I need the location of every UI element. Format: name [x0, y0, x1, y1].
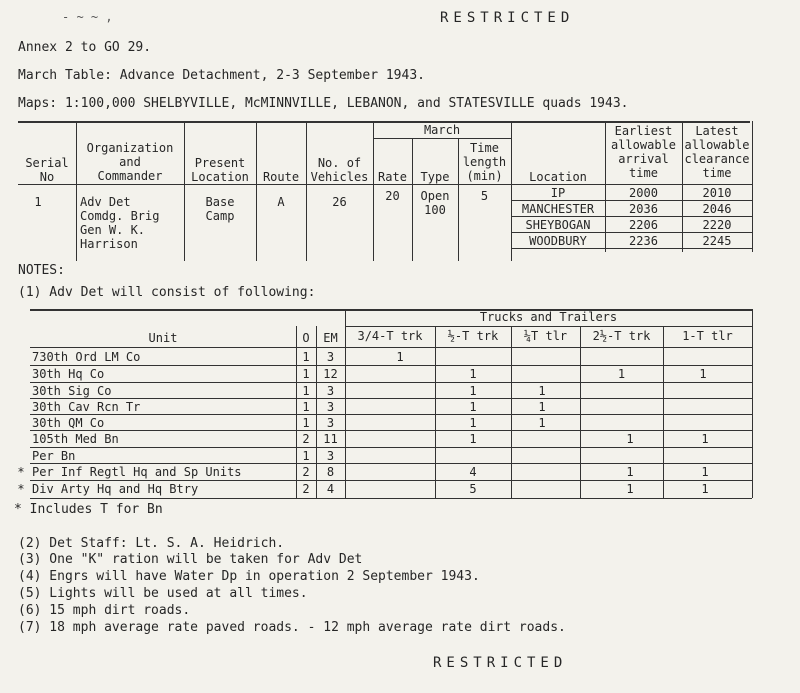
- unit-em: 3: [326, 449, 335, 463]
- unit-c2: 1: [469, 432, 477, 446]
- hdr-present-2: Location: [191, 170, 249, 184]
- hdr-present-1: Present: [194, 156, 246, 170]
- unit-c2: 1: [469, 384, 477, 398]
- hdr-c4: 2½-T trk: [592, 329, 651, 343]
- hdr-earliest-1: Earliest: [614, 124, 673, 138]
- hdr-latest-3: clearance: [684, 152, 750, 166]
- unit-o: 2: [302, 432, 310, 446]
- hdr-vehicles-2: Vehicles: [310, 170, 369, 184]
- note-6: (6) 15 mph dirt roads.: [18, 603, 191, 618]
- row-vehicles: 26: [332, 195, 347, 209]
- hdr-c1: 3/4-T trk: [357, 329, 423, 343]
- unit-mark: *: [17, 465, 25, 479]
- loc-name: SHEYBOGAN: [525, 218, 591, 232]
- notes-label: NOTES:: [18, 263, 65, 278]
- note-2: (2) Det Staff: Lt. S. A. Heidrich.: [18, 536, 285, 551]
- unit-c5: 1: [701, 432, 709, 446]
- row-serial: 1: [34, 195, 42, 209]
- note-4: (4) Engrs will have Water Dp in operation 2 September 1943.: [18, 569, 480, 584]
- unit-name: Per Inf Regtl Hq and Sp Units: [32, 465, 242, 479]
- row-rate: 20: [385, 189, 400, 203]
- unit-em: 12: [323, 367, 338, 381]
- unit-o: 1: [302, 367, 310, 381]
- hdr-em: EM: [323, 331, 338, 345]
- loc-name: MANCHESTER: [521, 202, 595, 216]
- hdr-earliest-3: arrival: [618, 152, 669, 166]
- hdr-c2: ½-T trk: [447, 329, 499, 343]
- unit-c2: 1: [469, 416, 477, 430]
- row-time: 5: [480, 189, 489, 203]
- unit-o: 1: [302, 400, 310, 414]
- row-type-2: 100: [424, 203, 446, 217]
- loc-earliest: 2236: [629, 234, 658, 248]
- unit-c1: 1: [396, 350, 404, 364]
- note-3: (3) One "K" ration will be taken for Adv Det: [18, 552, 363, 567]
- unit-o: 1: [302, 449, 310, 463]
- row-org-4: Harrison: [80, 237, 138, 251]
- hdr-earliest-2: allowable: [610, 138, 677, 152]
- hdr-org-1: Organization: [86, 141, 174, 155]
- hdr-unit: Unit: [148, 331, 178, 345]
- row-present-2: Camp: [205, 209, 235, 223]
- unit-o: 1: [302, 416, 310, 430]
- hdr-time-2: length: [462, 155, 507, 169]
- header-scribble: - ~ ~ ,: [62, 10, 113, 24]
- unit-em: 3: [326, 400, 335, 414]
- unit-c2: 1: [469, 400, 477, 414]
- unit-mark: *: [17, 482, 25, 496]
- unit-c2: 1: [469, 367, 477, 381]
- hdr-o: O: [302, 331, 310, 345]
- note-5: (5) Lights will be used at all times.: [18, 586, 308, 601]
- unit-em: 3: [326, 384, 335, 398]
- hdr-time-3: (min): [466, 169, 503, 183]
- hdr-vehicles-1: No. of: [317, 156, 362, 170]
- hdr-march: March: [423, 123, 461, 137]
- unit-name: 730th Ord LM Co: [32, 350, 141, 364]
- unit-c5: 1: [701, 465, 709, 479]
- unit-em: 3: [326, 350, 335, 364]
- unit-o: 1: [302, 384, 310, 398]
- unit-c3: 1: [538, 400, 546, 414]
- unit-em: 4: [326, 482, 335, 496]
- unit-c4: 1: [626, 482, 634, 496]
- unit-name: Per Bn: [32, 449, 76, 463]
- hdr-serial-1: Serial: [25, 156, 69, 170]
- unit-name: 105th Med Bn: [32, 432, 119, 446]
- header-restricted: RESTRICTED: [440, 10, 575, 26]
- unit-c5: 1: [699, 367, 707, 381]
- row-route: A: [277, 195, 285, 209]
- unit-name: 30th Cav Rcn Tr: [32, 400, 141, 414]
- unit-c4: 1: [617, 367, 626, 381]
- unit-c5: 1: [701, 482, 709, 496]
- unit-name: 30th Sig Co: [32, 384, 112, 398]
- unit-c3: 1: [538, 416, 546, 430]
- unit-c2: 4: [469, 465, 477, 479]
- hdr-trucks: Trucks and Trailers: [479, 310, 618, 324]
- loc-name: IP: [550, 186, 566, 200]
- annex-line: Annex 2 to GO 29.: [18, 40, 152, 55]
- unit-c4: 1: [626, 432, 634, 446]
- unit-c3: 1: [538, 384, 546, 398]
- loc-latest: 2010: [702, 186, 732, 200]
- unit-name: 30th QM Co: [32, 416, 105, 430]
- row-present-1: Base: [205, 195, 235, 209]
- hdr-latest-1: Latest: [695, 124, 739, 138]
- hdr-org-3: Commander: [97, 169, 163, 183]
- unit-o: 1: [302, 350, 310, 364]
- unit-o: 2: [302, 482, 310, 496]
- hdr-rate: Rate: [378, 170, 407, 184]
- unit-em: 8: [326, 465, 335, 479]
- loc-latest: 2220: [702, 218, 732, 232]
- loc-name: WOODBURY: [529, 234, 587, 248]
- unit-name: 30th Hq Co: [32, 367, 105, 381]
- hdr-latest-4: time: [702, 166, 732, 180]
- loc-latest: 2046: [702, 202, 732, 216]
- footer-restricted: RESTRICTED: [433, 655, 568, 671]
- note-1: (1) Adv Det will consist of following:: [18, 285, 316, 300]
- row-org-3: Gen W. K.: [80, 223, 146, 237]
- row-org-2: Comdg. Brig: [80, 209, 160, 223]
- table2-footnote: * Includes T for Bn: [14, 502, 163, 517]
- row-org-1: Adv Det: [80, 195, 131, 209]
- unit-o: 2: [302, 465, 310, 479]
- unit-name: Div Arty Hq and Hq Btry: [32, 482, 199, 496]
- loc-earliest: 2000: [629, 186, 658, 200]
- loc-earliest: 2036: [629, 202, 658, 216]
- hdr-c5: 1-T tlr: [682, 329, 733, 343]
- hdr-time-1: Time: [470, 141, 499, 155]
- hdr-route: Route: [262, 170, 300, 184]
- hdr-serial-2: No: [39, 170, 55, 184]
- hdr-earliest-4: time: [629, 166, 658, 180]
- hdr-location: Location: [529, 170, 587, 184]
- hdr-latest-2: allowable: [684, 138, 750, 152]
- unit-c4: 1: [626, 465, 634, 479]
- hdr-org-2: and: [119, 155, 141, 169]
- unit-c2: 5: [469, 482, 477, 496]
- loc-latest: 2245: [702, 234, 732, 248]
- unit-em: 11: [323, 432, 338, 446]
- loc-earliest: 2206: [629, 218, 658, 232]
- row-type-1: Open: [420, 189, 450, 203]
- hdr-c3: ¼T tlr: [523, 329, 568, 343]
- march-table-title: March Table: Advance Detachment, 2-3 September 1943.: [18, 68, 425, 83]
- note-7: (7) 18 mph average rate paved roads. - 12 mph average rate dirt roads.: [18, 620, 566, 635]
- hdr-type: Type: [420, 170, 450, 184]
- maps-line: Maps: 1:100,000 SHELBYVILLE, McMINNVILLE, LEBANON, and STATESVILLE quads 1943.: [18, 96, 629, 111]
- unit-em: 3: [326, 416, 335, 430]
